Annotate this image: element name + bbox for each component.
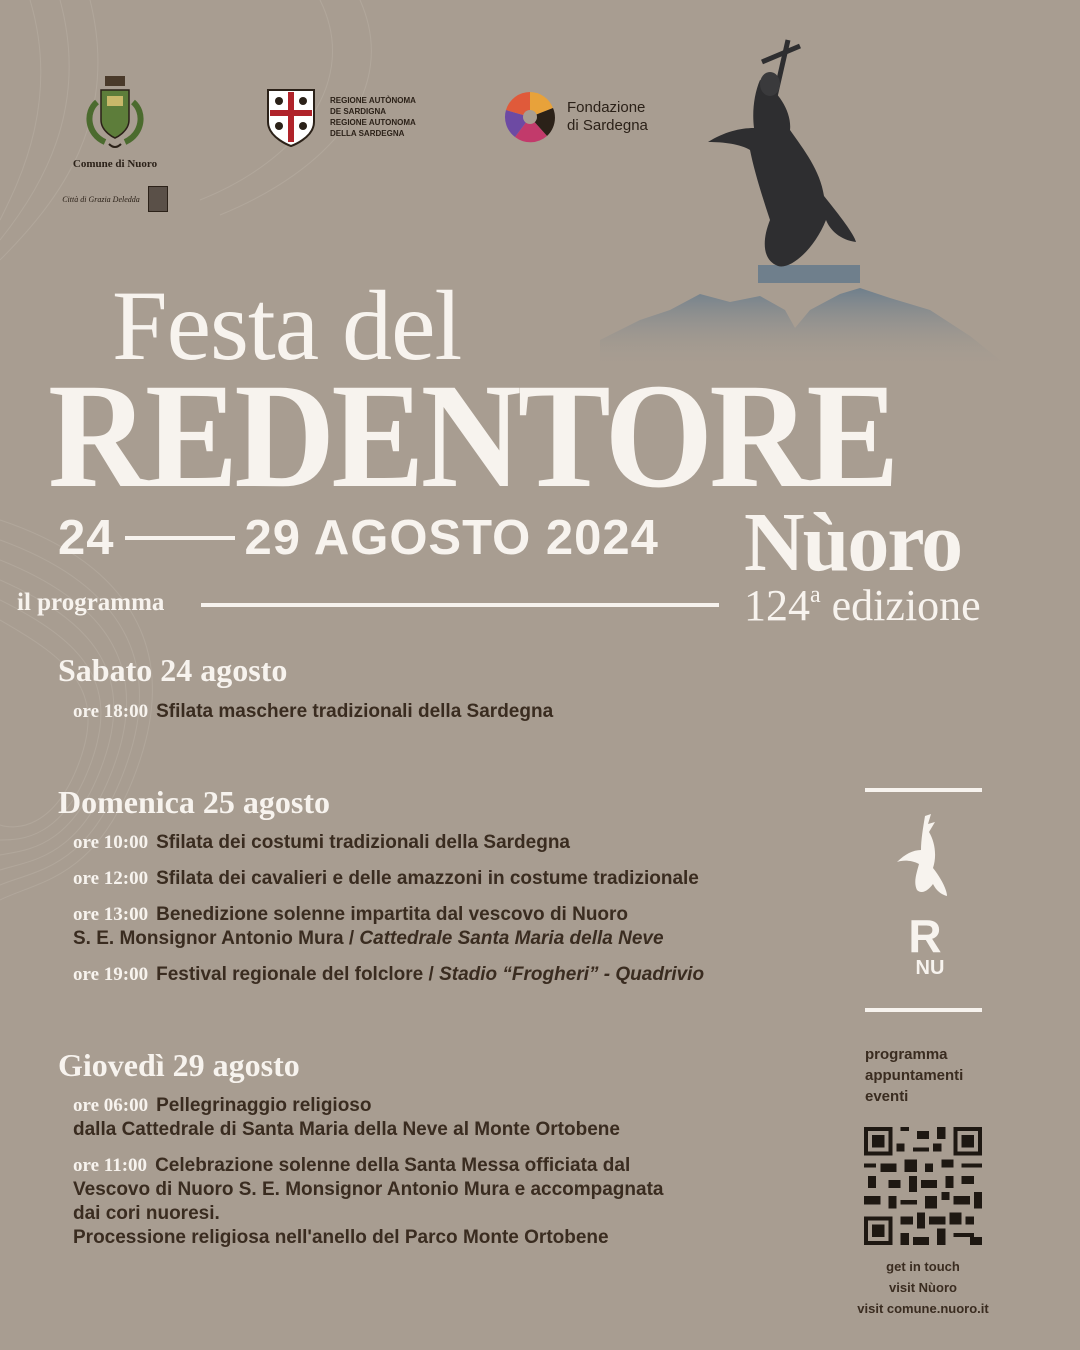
day-heading: Sabato 24 agosto xyxy=(58,652,288,688)
event-item xyxy=(73,1154,663,1250)
festival-dates xyxy=(58,510,659,566)
regione-logo xyxy=(262,84,416,150)
event-text: Sfilata dei costumi tradizionali della Sardegna xyxy=(156,832,570,853)
edition-word: edizione xyxy=(831,581,981,630)
badge-top-line xyxy=(865,788,982,792)
fondazione-line1: Fondazione xyxy=(567,99,646,116)
fondazione-logo xyxy=(503,90,648,144)
sidebar-labels xyxy=(865,1044,963,1107)
event-text-line2: S. E. Monsignor Antonio Mura / xyxy=(73,928,360,949)
programma-heading: il programma xyxy=(17,589,165,616)
fondazione-line2: di Sardegna xyxy=(567,117,648,134)
comune-subtitle: Città di Grazia Deledda xyxy=(62,194,140,204)
badge-bottom-line xyxy=(865,1008,982,1012)
event-text: dai cori nuoresi. xyxy=(73,1203,220,1224)
regione-line1: REGIONE AUTÒNOMA xyxy=(330,96,416,105)
coat-of-arms-icon xyxy=(75,72,155,152)
event-text: dalla Cattedrale di Santa Maria della Neve al Monte Ortobene xyxy=(73,1119,620,1140)
edition-suffix: a xyxy=(810,582,821,608)
contact-website-link[interactable]: visit comune.nuoro.it xyxy=(857,1301,989,1316)
date-dash xyxy=(125,536,235,540)
regione-shield-icon xyxy=(262,84,320,150)
event-text: Pellegrinaggio religioso xyxy=(156,1095,372,1116)
event-time: ore 06:00 xyxy=(73,1095,149,1116)
programma-divider xyxy=(201,603,719,607)
sidebar-line3: eventi xyxy=(865,1088,909,1105)
contact-info xyxy=(848,1256,998,1319)
regione-line3: REGIONE AUTONOMA xyxy=(330,118,416,127)
qr-code-icon[interactable] xyxy=(864,1127,982,1245)
event-text: Processione religiosa nell'anello del Parco Monte Ortobene xyxy=(73,1227,609,1248)
badge-letter: R xyxy=(908,910,942,962)
event-item xyxy=(73,867,699,891)
event-text: Vescovo di Nuoro S. E. Monsignor Antonio Mura e accompagnata xyxy=(73,1179,664,1200)
sidebar-line1: programma xyxy=(865,1046,948,1063)
event-item xyxy=(73,1094,620,1142)
contact-line2[interactable]: visit Nùoro xyxy=(889,1280,957,1295)
comune-logo xyxy=(60,72,170,212)
regione-line4: DELLA SARDEGNA xyxy=(330,129,405,138)
event-time: ore 12:00 xyxy=(73,868,149,889)
edition-label xyxy=(744,580,981,631)
event-item xyxy=(73,700,553,724)
contact-line1: get in touch xyxy=(886,1259,960,1274)
city-title: Nùoro xyxy=(744,496,962,589)
fondazione-mark-icon xyxy=(503,90,557,144)
event-time: ore 11:00 xyxy=(73,1155,148,1176)
event-text: Benedizione solenne impartita dal vescovo di Nuoro xyxy=(156,904,629,925)
event-text: Festival regionale del folclore / xyxy=(156,964,440,985)
portrait-icon xyxy=(148,186,168,212)
regione-line2: DE SARDIGNA xyxy=(330,107,387,116)
event-location: Cattedrale Santa Maria della Neve xyxy=(359,928,664,949)
event-item xyxy=(73,831,570,855)
date-start: 24 xyxy=(58,511,115,565)
day-heading: Domenica 25 agosto xyxy=(58,784,330,820)
event-text: Celebrazione solenne della Santa Messa officiata dal xyxy=(155,1155,631,1176)
title-redentore: REDENTORE xyxy=(48,353,896,519)
event-item xyxy=(73,903,664,951)
sidebar-line2: appuntamenti xyxy=(865,1067,964,1084)
title-festa: Festa del xyxy=(112,270,462,381)
badge-subletters: NU xyxy=(915,957,945,979)
day-heading: Giovedì 29 agosto xyxy=(58,1047,300,1083)
event-time: ore 13:00 xyxy=(73,904,149,925)
event-item xyxy=(73,963,704,987)
redentore-statue xyxy=(700,20,870,285)
date-end: 29 AGOSTO 2024 xyxy=(244,511,659,565)
comune-name: Comune di Nuoro xyxy=(72,158,158,170)
event-location: Stadio “Frogheri” - Quadrivio xyxy=(439,964,705,985)
event-text: Sfilata maschere tradizionali della Sardegna xyxy=(156,701,554,722)
event-time: ore 10:00 xyxy=(73,832,149,853)
event-text: Sfilata dei cavalieri e delle amazzoni in costume tradizionale xyxy=(156,868,699,889)
edition-number: 124 xyxy=(744,581,810,630)
event-time: ore 18:00 xyxy=(73,701,149,722)
redentore-nu-badge xyxy=(895,812,955,982)
event-time: ore 19:00 xyxy=(73,964,149,985)
